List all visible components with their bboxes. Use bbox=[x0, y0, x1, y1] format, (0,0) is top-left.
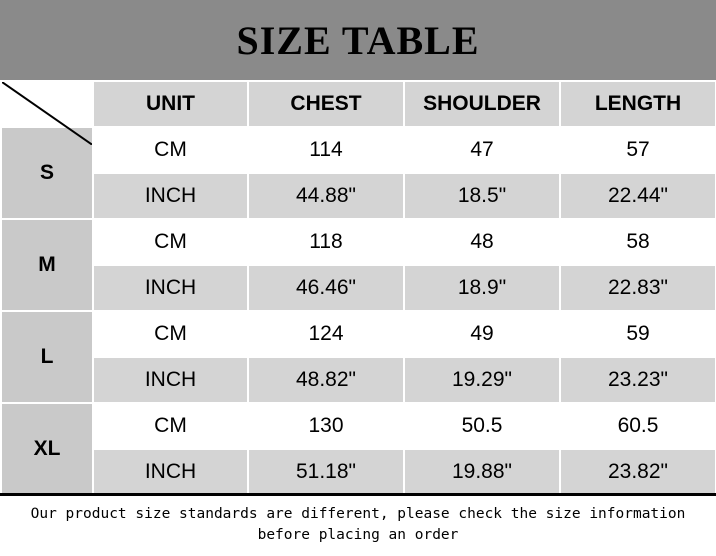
table-row bbox=[1, 357, 716, 403]
unit-cell: INCH bbox=[93, 449, 248, 495]
chest-value: 114 bbox=[248, 127, 404, 173]
shoulder-value: 19.88" bbox=[404, 449, 560, 495]
title-bar bbox=[0, 0, 716, 80]
table-row bbox=[1, 127, 716, 173]
page-title: SIZE TABLE bbox=[236, 17, 480, 63]
chest-value: 44.88" bbox=[248, 173, 404, 219]
shoulder-value: 50.5 bbox=[404, 403, 560, 449]
size-table bbox=[0, 80, 716, 496]
shoulder-value: 18.9" bbox=[404, 265, 560, 311]
unit-cell: CM bbox=[93, 127, 248, 173]
length-value: 23.23" bbox=[560, 357, 716, 403]
table-header-row bbox=[1, 81, 716, 127]
unit-cell: CM bbox=[93, 403, 248, 449]
unit-cell: INCH bbox=[93, 265, 248, 311]
length-value: 57 bbox=[560, 127, 716, 173]
footer-note-line-1: Our product size standards are different, please check the size information bbox=[30, 505, 686, 522]
table-row bbox=[1, 311, 716, 357]
diagonal-slash-icon bbox=[2, 82, 92, 145]
shoulder-value: 18.5" bbox=[404, 173, 560, 219]
length-value: 22.44" bbox=[560, 173, 716, 219]
table-row bbox=[1, 219, 716, 265]
unit-cell: INCH bbox=[93, 173, 248, 219]
length-value: 58 bbox=[560, 219, 716, 265]
shoulder-value: 19.29" bbox=[404, 357, 560, 403]
chest-value: 51.18" bbox=[248, 449, 404, 495]
table-row bbox=[1, 173, 716, 219]
size-label-l: L bbox=[1, 311, 93, 403]
length-value: 23.82" bbox=[560, 449, 716, 495]
unit-cell: CM bbox=[93, 311, 248, 357]
size-label-s: S bbox=[1, 127, 93, 219]
chest-value: 48.82" bbox=[248, 357, 404, 403]
shoulder-value: 48 bbox=[404, 219, 560, 265]
chest-value: 46.46" bbox=[248, 265, 404, 311]
column-header-chest: CHEST bbox=[248, 81, 404, 127]
shoulder-value: 49 bbox=[404, 311, 560, 357]
length-value: 22.83" bbox=[560, 265, 716, 311]
shoulder-value: 47 bbox=[404, 127, 560, 173]
footer-note bbox=[0, 493, 716, 556]
unit-cell: INCH bbox=[93, 357, 248, 403]
table-row bbox=[1, 403, 716, 449]
chest-value: 130 bbox=[248, 403, 404, 449]
table-corner-cell bbox=[1, 81, 93, 127]
table-row bbox=[1, 265, 716, 311]
size-label-m: M bbox=[1, 219, 93, 311]
length-value: 60.5 bbox=[560, 403, 716, 449]
chest-value: 124 bbox=[248, 311, 404, 357]
column-header-shoulder: SHOULDER bbox=[404, 81, 560, 127]
size-label-xl: XL bbox=[1, 403, 93, 495]
length-value: 59 bbox=[560, 311, 716, 357]
unit-cell: CM bbox=[93, 219, 248, 265]
footer-note-line-2: before placing an order bbox=[257, 526, 459, 543]
column-header-length: LENGTH bbox=[560, 81, 716, 127]
chest-value: 118 bbox=[248, 219, 404, 265]
table-row bbox=[1, 449, 716, 495]
column-header-unit: UNIT bbox=[93, 81, 248, 127]
